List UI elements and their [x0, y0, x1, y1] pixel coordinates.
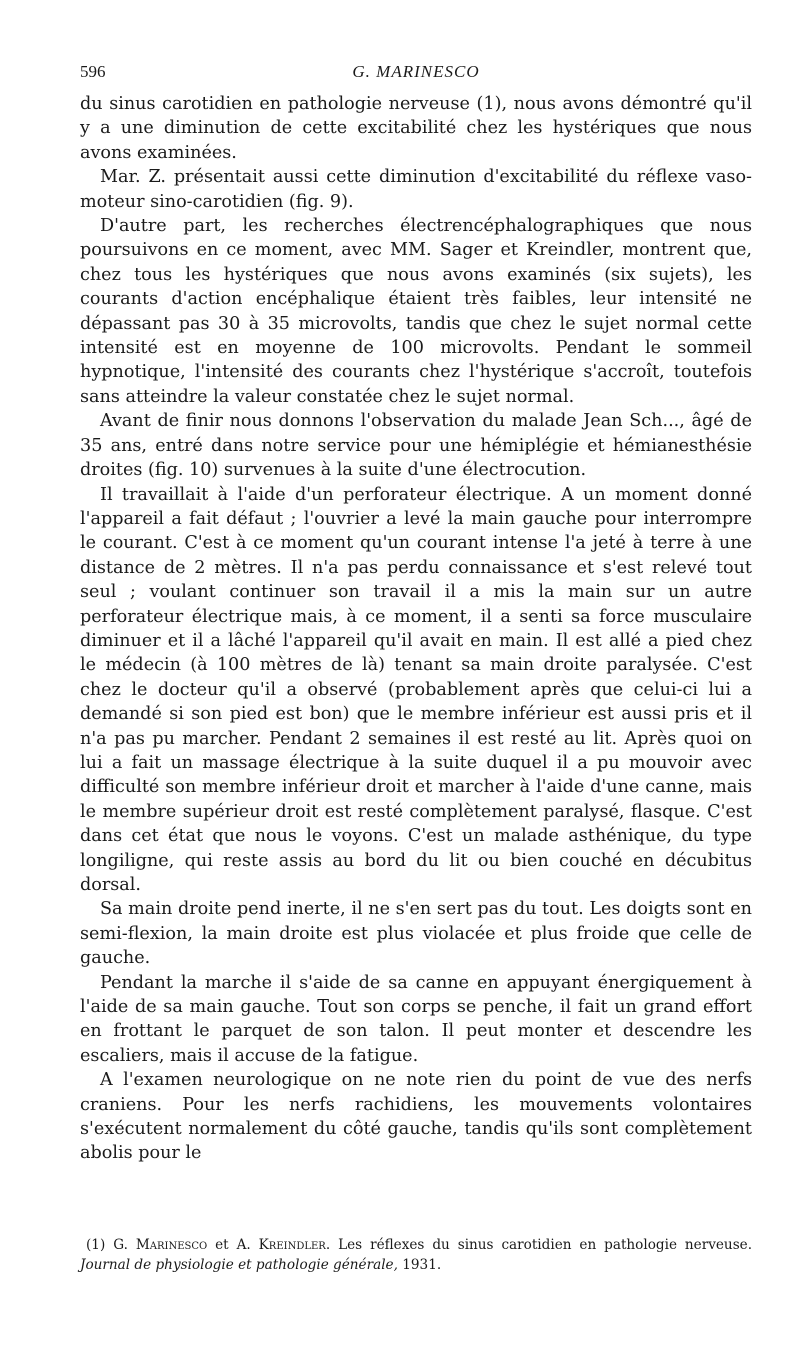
body-text — [80, 92, 752, 1166]
paragraph: Sa main droite pend inerte, il ne s'en sert pas du tout. Les doigts sont en semi-flexion, la main droite est plus violacée et plus froide que celle de gauche. — [80, 899, 752, 969]
footnote — [80, 1235, 752, 1275]
footnote-author: A. Kreindler. — [236, 1237, 331, 1253]
paragraph: Pendant la marche il s'aide de sa canne en appuyant énergiquement à l'aide de sa main gauche. Tout son corps se penche, il fait un grand effort en frottant le parquet de son talon. Il peut monter et descendre les escaliers, mais il accuse de la fatigue. — [80, 972, 752, 1066]
paragraph: A l'examen neurologique on ne note rien du point de vue des nerfs craniens. Pour les nerfs rachidiens, les mouvements volontaires s'exécutent normalement du côté gauche, tandis qu'ils sont complètement abolis pour le — [80, 1070, 752, 1164]
paragraph: Mar. Z. présentait aussi cette diminution d'excitabilité du réflexe vaso-moteur sino-carotidien (fig. 9). — [80, 167, 752, 212]
footnote-title: Les réflexes du sinus carotidien en pathologie nerveuse. — [338, 1237, 753, 1253]
footnotes — [80, 1235, 752, 1275]
paragraph: du sinus carotidien en pathologie nerveuse (1), nous avons démontré qu'il y a une diminution de cette excitabilité chez les hystériques que nous avons examinées. — [80, 94, 752, 163]
page-header — [80, 62, 752, 92]
footnote-author: G. Marinesco — [113, 1237, 208, 1253]
footnote-year: 1931. — [402, 1257, 442, 1273]
page — [80, 62, 752, 1166]
paragraph: Il travaillait à l'aide d'un perforateur électrique. A un moment donné l'appareil a fait défaut ; l'ouvrier a levé la main gauche pour interrompre le courant. C'est à ce moment qu'un courant intense l'a jeté à terre à une distance de 2 mètres. Il n'a pas perdu connaissance et s'est relevé tout seul ; voulant continuer son travail il a mis la main sur un autre perforateur électrique mais, à ce moment, il a senti sa force musculaire diminuer et il a lâché l'appareil qu'il avait en main. Il est allé a pied chez le médecin (à 100 mètres de là) tenant sa main droite paralysée. C'est chez le docteur qu'il a observé (probablement après que celui-ci lui a demandé si son pied est bon) que le membre inférieur est aussi pris et il n'a pas pu marcher. Pendant 2 semaines il est resté au lit. Après quoi on lui a fait un massage électrique à la suite duquel il a pu mouvoir avec difficulté son membre inférieur droit et marcher à l'aide d'une canne, mais le membre supérieur droit est resté complètement paralysé, flasque. C'est dans cet état que nous le voyons. C'est un malade asthénique, du type longiligne, qui reste assis au bord du lit ou bien couché en décubitus dorsal. — [80, 484, 752, 895]
paragraph: D'autre part, les recherches électrencéphalographiques que nous poursuivons en ce moment, avec MM. Sager et Kreindler, montrent que, chez tous les hystériques que nous avons examinés (six sujets), les courants d'action encéphalique étaient très faibles, leur intensité ne dépassant pas 30 à 35 microvolts, tandis que chez le sujet normal cette intensité est en moyenne de 100 microvolts. Pendant le sommeil hypnotique, l'intensité des courants chez l'hystérique s'accroît, toutefois sans atteindre la valeur constatée chez le sujet normal. — [80, 216, 752, 407]
footnote-journal: Journal de physiologie et pathologie générale, — [80, 1257, 398, 1273]
footnote-connector: et — [215, 1237, 229, 1253]
page-number: 596 — [80, 62, 106, 81]
footnote-marker: (1) — [86, 1237, 106, 1253]
running-head: G. MARINESCO — [352, 62, 480, 81]
paragraph: Avant de finir nous donnons l'observation du malade Jean Sch..., âgé de 35 ans, entré dans notre service pour une hémiplégie et hémianesthésie droites (fig. 10) survenues à la suite d'une électrocution. — [80, 411, 752, 481]
